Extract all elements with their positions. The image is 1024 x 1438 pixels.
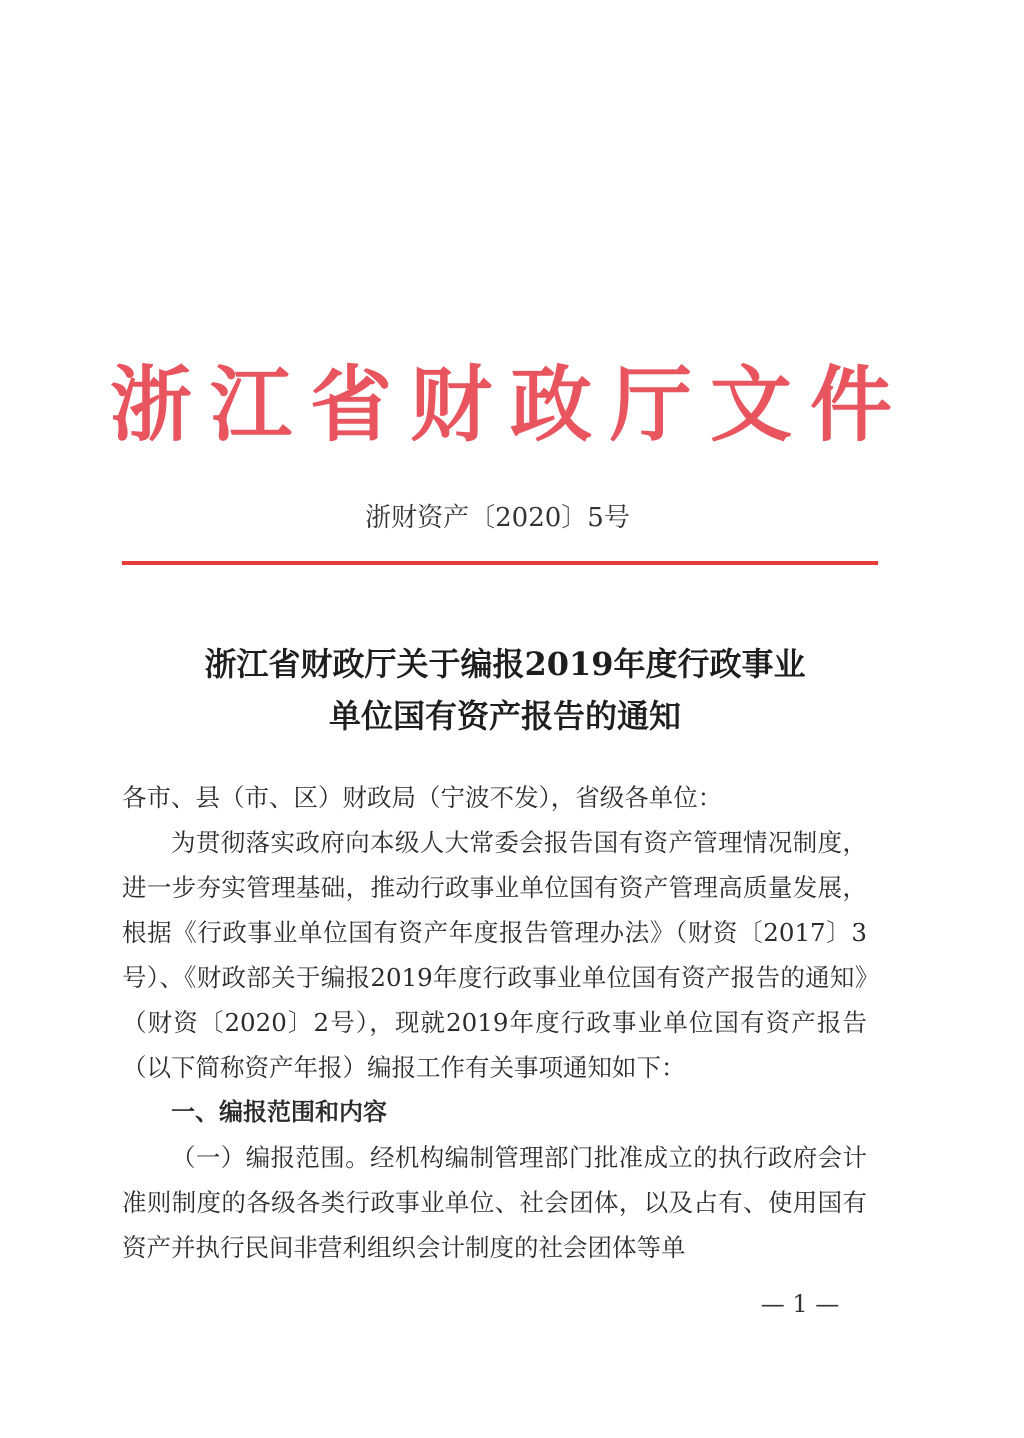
salutation: 各市、县（市、区）财政局（宁波不发），省级各单位： — [122, 783, 723, 812]
document-header-title: 浙江省财政厅文件 — [110, 357, 911, 453]
body-paragraph-2: （一）编报范围。经机构编制管理部门批准成立的执行政府会计准则制度的各级各类行政事业单位、社会团体，以及占有、使用国有资产并执行民间非营利组织会计制度的社会团体等单 — [122, 1143, 867, 1262]
notice-title-line-2: 单位国有资产报告的通知 — [328, 697, 681, 735]
header-divider-line — [122, 561, 878, 565]
body-paragraph-1: 为贯彻落实政府向本级人大常委会报告国有资产管理情况制度，进一步夯实管理基础，推动行政事业单位国有资产管理高质量发展，根据《行政事业单位国有资产年度报告管理办法》（财资〔2017〕3号）、《财政部关于编报2019年度行政事业单位国有资产报告的通知》（财资〔2020〕2号），现就2019年度行政事业单位国有资产报告（以下简称资产年报）编报工作有关事项通知如下： — [122, 828, 867, 1082]
notice-body — [122, 775, 867, 1270]
notice-title-line-1: 浙江省财政厅关于编报2019年度行政事业 — [204, 645, 806, 683]
notice-title — [110, 638, 900, 742]
section-heading-1: 一、编报范围和内容 — [171, 1098, 387, 1126]
document-number: 浙财资产〔2020〕5号 — [365, 503, 630, 533]
page-number: — 1 — — [760, 1290, 840, 1318]
